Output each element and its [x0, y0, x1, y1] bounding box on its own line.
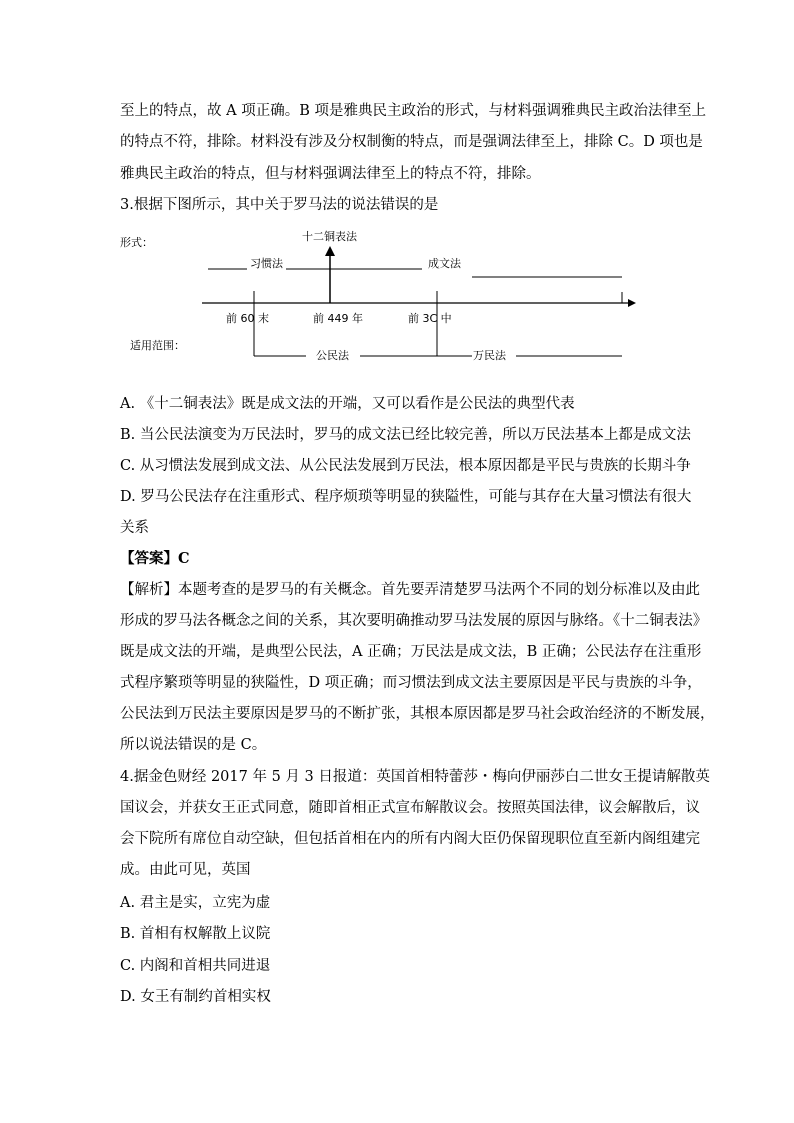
text-line: 的特点不符，排除。材料没有涉及分权制衡的特点，而是强调法律至上，排除 C。D 项也是 [120, 134, 703, 150]
option-a: A. 《十二铜表法》既是成文法的开端，又可以看作是公民法的典型代表 [120, 396, 575, 412]
label-form: 形式： [120, 236, 153, 249]
q4-option-a: A. 君主是实，立宪为虚 [120, 895, 271, 911]
analysis-line: 既是成文法的开端，是典型公民法，A 正确；万民法是成文法，B 正确；公民法存在注重形 [120, 644, 702, 660]
label-ius-gentium: 万民法 [473, 349, 506, 362]
analysis-line: 公民法到万民法主要原因是罗马的不断扩张，其根本原因都是罗马社会政治经济的不断发展， [120, 706, 715, 722]
label-written-law: 成文法 [428, 257, 461, 270]
analysis-line: 式程序繁琐等明显的狭隘性，D 项正确；而习惯法到成文法主要原因是平民与贵族的斗争， [120, 675, 702, 691]
tick-label-3c: 前 3C 中 [408, 312, 452, 325]
text-line: 雅典民主政治的特点，但与材料强调法律至上的特点不符，排除。 [120, 166, 541, 182]
label-scope: 适用范围： [130, 339, 185, 352]
q4-option-d: D. 女王有制约首相实权 [120, 989, 271, 1005]
tick-label-60: 前 60 末 [226, 312, 269, 325]
tick-label-449: 前 449 年 [313, 312, 363, 325]
option-c: C. 从习惯法发展到成文法、从公民法发展到万民法，根本原因都是平民与贵族的长期斗争 [120, 458, 691, 474]
option-d-cont: 关系 [120, 520, 149, 536]
roman-law-diagram [120, 222, 650, 372]
option-b: B. 当公民法演变为万民法时，罗马的成文法已经比较完善，所以万民法基本上都是成文法 [120, 427, 691, 443]
arrow-head-right [628, 299, 636, 307]
question-4-stem: 国议会，并获女王正式同意，随即首相正式宣布解散议会。按照英国法律，议会解散后，议 [120, 800, 700, 816]
answer-label: 【答案】C [120, 550, 190, 567]
label-twelve-tables: 十二铜表法 [302, 230, 357, 243]
analysis-line: 所以说法错误的是 C。 [120, 737, 267, 753]
question-4-stem: 会下院所有席位自动空缺，但包括首相在内的所有内阁大臣仍保留现职位直至新内阁组建完 [120, 831, 700, 847]
label-custom-law: 习惯法 [250, 257, 283, 270]
question-3-stem: 3.根据下图所示，其中关于罗马法的说法错误的是 [120, 197, 439, 213]
q4-option-c: C. 内阁和首相共同进退 [120, 958, 271, 974]
arrow-head-up [325, 246, 335, 256]
analysis-line: 形成的罗马法各概念之间的关系，其次要明确推动罗马法发展的原因与脉络。《十二铜表法》 [120, 613, 708, 629]
text-line: 至上的特点，故 A 项正确。B 项是雅典民主政治的形式，与材料强调雅典民主政治法律至上 [120, 103, 706, 119]
q4-option-b: B. 首相有权解散上议院 [120, 926, 271, 942]
option-d: D. 罗马公民法存在注重形式、程序烦琐等明显的狭隘性，可能与其存在大量习惯法有很大 [120, 489, 692, 505]
analysis-line: 【解析】本题考查的是罗马的有关概念。首先要弄清楚罗马法两个不同的划分标准以及由此 [120, 582, 700, 598]
label-civil-law: 公民法 [316, 349, 349, 362]
question-4-stem: 4.据金色财经 2017 年 5 月 3 日报道：英国首相特蕾莎・梅向伊丽莎白二世女王提请解散英 [120, 769, 710, 785]
question-4-stem: 成。由此可见，英国 [120, 862, 251, 878]
